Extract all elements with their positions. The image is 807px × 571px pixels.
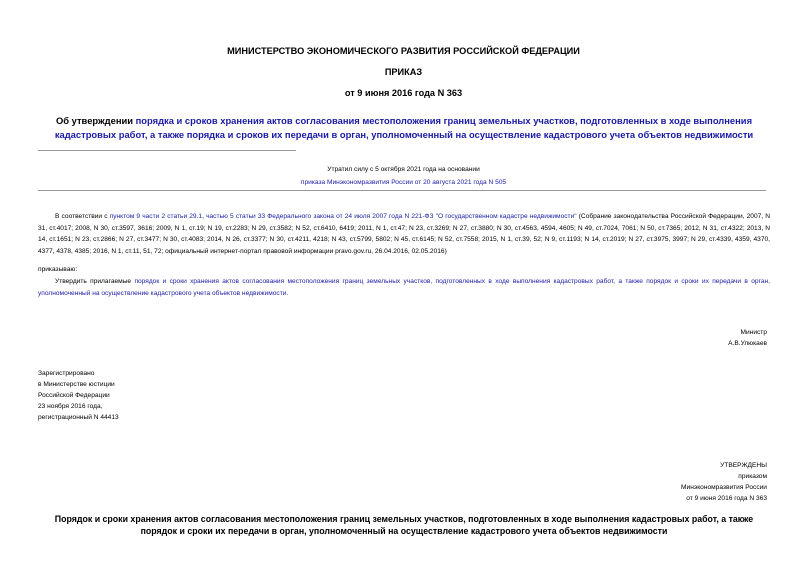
- document-type: ПРИКАЗ: [384, 67, 423, 77]
- lost-force-text: Утратил силу с 5 октября 2021 года на основании: [327, 166, 480, 173]
- preamble-paragraph: [38, 211, 770, 257]
- registration-line-1: Зарегистрировано: [38, 370, 95, 377]
- registration-line-4: 23 ноября 2016 года,: [38, 403, 103, 410]
- registration-line-2: в Министерстве юстиции: [38, 381, 115, 388]
- lost-force-notice: [0, 163, 807, 189]
- approval-line-1: УТВЕРЖДЕНЫ: [720, 462, 767, 469]
- order-lead: Утвердить прилагаемые: [55, 278, 135, 285]
- approval-line-4: от 9 июня 2016 года N 363: [686, 495, 767, 502]
- appendix-title: Порядок и сроки хранения актов согласования местоположения границ земельных участков, подготовленных в ходе выполнения кадастровых работ, а также порядок и сроки их передачи в орган, уполномоченный на осуществление кадастрового учета объектов недвижимости: [54, 514, 754, 536]
- signature-block: [728, 327, 767, 349]
- preamble-lead: В соответствии с: [55, 213, 110, 220]
- preamble-sources: (Собрание законодательства Российской Федерации, 2007, N 31, ст.4017; 2008, N 30, ст.3597, 3616; 2009, N 1, ст.19; N 19, ст.2283; N 29, ст.3582; N 52, ст.6410, 6419; 2011, N 1, ст.47; N 23, ст.3269; N 27, ст.3880; N 30, ст.4563, 4594, 4605; N 49, ст.7024, 7061; N 50, ст.7365; 2012, N 31, ст.4322; 2013, N 14, ст.1651; N 23, ст.2866; N 27, ст.3477; N 30, ст.4083; 2014, N 26, ст.3377; N 30, ст.4211, 4218; N 43, ст.5799, 5802; N 45, ст.6145; N 52, ст.7558; 2015, N 1, ст.39, 52; N 9, ст.1193; N 14, ст.2019; N 27, ст.3975, 3997; N 29, ст.4339, 4359, 4370, 4377, 4378, 4385; 2016, N 1, ст.11, 51, 72; официальный интернет-портал правовой информации pravo.gov.ru, 26.04.2016, 02.05.2016): [38, 213, 771, 255]
- registration-block: [38, 368, 119, 423]
- law-link-part[interactable]: частью 5 статьи 33 Федерального закона от 24 июля 2007 года N 221-ФЗ "О государственном кадастре недвижимости": [206, 213, 577, 220]
- order-tail: .: [286, 289, 289, 297]
- law-link-point[interactable]: пунктом 9 части 2 статьи 29.1: [109, 213, 203, 220]
- order-paragraph: [38, 276, 770, 299]
- order-link[interactable]: порядок и сроки хранения актов согласования местоположения границ земельных участков, подготовленных в ходе выполнения кадастровых работ, а также порядок и сроки их передачи в орган, уполномоченный на осуществление кадастрового учета объектов недвижимости: [38, 278, 770, 297]
- lost-force-link[interactable]: приказа Минэкономразвития России от 20 августа 2021 года N 505: [300, 179, 507, 186]
- ministry-name: МИНИСТЕРСТВО ЭКОНОМИЧЕСКОГО РАЗВИТИЯ РОССИЙСКОЙ ФЕДЕРАЦИИ: [227, 46, 580, 56]
- approval-line-2: приказом: [738, 473, 767, 480]
- title-link[interactable]: порядка и сроков хранения актов согласования местоположения границ земельных участков, подготовленных в ходе выполнения кадастровых работ, а также порядка и сроков их передачи в орган, уполномоченный на осуществление кадастрового учета объектов недвижимости: [54, 115, 754, 140]
- document-title: [30, 114, 778, 142]
- approval-block: [681, 460, 767, 504]
- document-date-number: от 9 июня 2016 года N 363: [344, 88, 463, 98]
- registration-line-5: регистрационный N 44413: [38, 414, 119, 421]
- title-prefix: Об утверждении: [55, 115, 136, 126]
- prikazyvayu-word: приказываю:: [38, 266, 78, 273]
- divider-short: [38, 150, 296, 151]
- approval-line-3: Минэкономразвития России: [681, 484, 767, 491]
- signatory-name: А.В.Улюкаев: [728, 340, 767, 347]
- divider-long: [38, 190, 766, 191]
- preamble-separator: ,: [202, 213, 207, 220]
- signatory-position: Министр: [740, 329, 767, 336]
- registration-line-3: Российской Федерации: [38, 392, 110, 399]
